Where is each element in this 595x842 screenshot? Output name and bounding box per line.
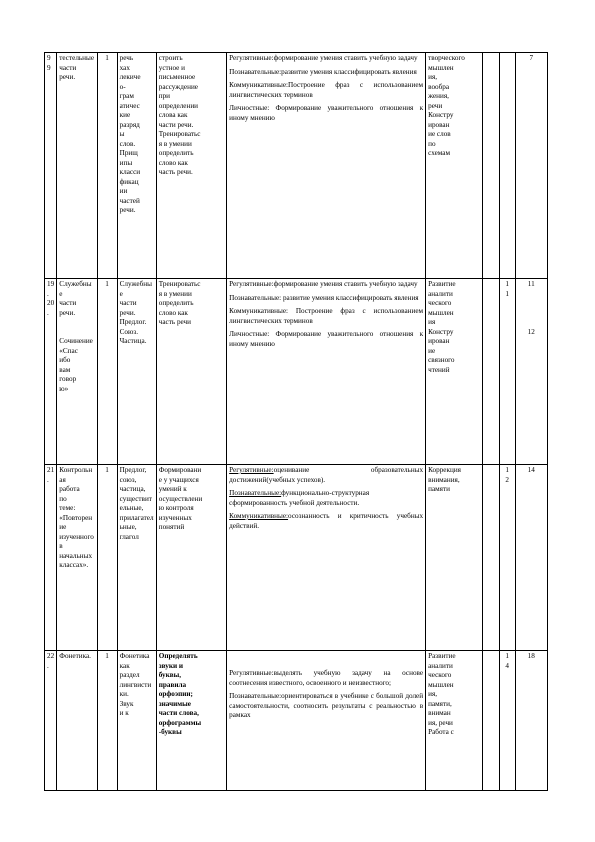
uud-personal: Личностные: Формирование уважительного отношения к иному мнению [229,330,424,348]
development-cell: Развитие аналити ческого мышлен ия, памяти, вниман ия, речи Работа с [426,651,483,791]
lesson-number: 22. [45,651,57,791]
uud-cognitive: Познавательные:функционально-структурная сформированность учебной деятельности. [229,489,370,507]
development-cell: Коррекция внимания, памяти [426,465,483,651]
lesson-topic: Контрольная работа по теме: «Повторение изученного в начальных классах». [57,465,97,651]
content-cell: Фонетика как раздел лингвистики. Звук и к [117,651,156,791]
skills-cell: Тренироватьс я в умении определить слово как часть речи [156,279,226,465]
uud-regulative: Регулятивные:формирование умения ставить учебную задачу [229,54,418,62]
uud-communicative: Коммуникативные:Построение фраз с использованием лингвистических терминов [229,81,424,99]
uud-cell [227,651,426,791]
skills-cell: строить устное и письменное рассуждение при определении слова как части речи. Тренироватьс я в умении определить слово как часть речи. [156,53,226,279]
number-cell: 18 [515,651,548,791]
lesson-number: 19. 20. [45,279,57,465]
uud-cognitive: Познавательные: развитие умения классифицировать явления [229,293,419,302]
uud-regulative: Регулятивные:оценивание образовательных достижений(учебных успехов). [229,466,424,484]
uud-communicative: Коммуникативные: Построение фраз с использованием лингвистических терминов [229,307,424,325]
lesson-number: 9 9 [45,53,57,279]
lesson-topic: Фонетика. [57,651,97,791]
uud-cognitive: Познавательные:развитие умения классифицировать явления [229,67,417,76]
hours-cell: 1 [97,651,117,791]
table-row [45,53,548,279]
uud-regulative: Регулятивные:формирование умения ставить учебную задачу [229,280,418,288]
uud-regulative: Регулятивные:выделять учебную задачу на основе соотнесения известного, освоенного и неизвестного; [229,669,424,687]
number-cell: 11 12 [515,279,548,465]
hours-cell: 1 [97,279,117,465]
skills-cell: Формировани е у учащихся умений к осуществлени ю контроля изученных понятий [156,465,226,651]
lesson-plan-table [44,52,548,791]
week-cell [483,279,500,465]
week-cell [483,465,500,651]
content-cell: речь хах лекиче о- грам атичес кие разряд ы слов. Прищ ипы класси фикац ии частей речи. [117,53,156,279]
uud-personal: Личностные: Формирование уважительного отношения к иному мнению [229,104,424,122]
date-cell: 1 4 [499,651,515,791]
lesson-number: 21. [45,465,57,651]
hours-cell: 1 [97,53,117,279]
date-cell: 1 2 [499,465,515,651]
development-cell: творческого мышлен ия, вообра жения, речи Констру ирован ие слов по схемам [426,53,483,279]
content-cell: Предлог, союз, частица, существительные, прилагательные, глагол [117,465,156,651]
date-cell: 1 1 [499,279,515,465]
table-row [45,279,548,465]
date-cell [499,53,515,279]
uud-cognitive: Познавательные:ориентироваться в учебнике с большой долей самостоятельности, соотносить результаты с реальностью в рамках [229,692,424,719]
week-cell [483,53,500,279]
uud-communicative: Коммуникативные:осознанность и критичность учебных действий. [229,512,424,530]
table-row [45,651,548,791]
lesson-topic: Служебные части речи. Сочинение «Спас ибо вам говор ю» [57,279,97,465]
hours-cell: 1 [97,465,117,651]
uud-cell [227,53,426,279]
uud-cell [227,279,426,465]
week-cell [483,651,500,791]
uud-cell [227,465,426,651]
number-cell: 7 [515,53,548,279]
development-cell: Развитие аналити ческого мышлен ия Констру ирован ие связного чтений [426,279,483,465]
table-row [45,465,548,651]
content-cell: Служебные части речи. Предлог. Союз. Частица. [117,279,156,465]
lesson-topic: тестельные части речи. [57,53,97,279]
number-cell: 14 [515,465,548,651]
skills-cell: Определять звуки и буквы, правила орфоэпии; значимые части слова, орфограммы -буквы [156,651,226,791]
